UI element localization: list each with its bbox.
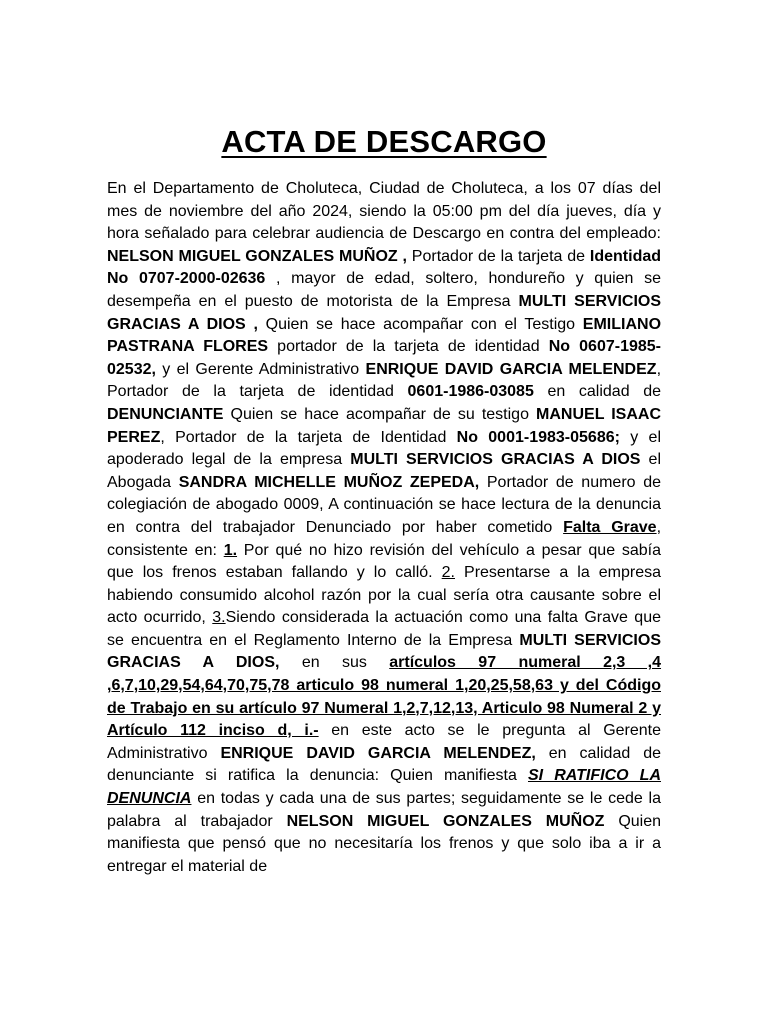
text-segment: en calidad de denunciante si ratifica la denuncia: Quien manifiesta [107,744,662,785]
text-segment: , mayor de edad, soltero, hondureño y quien se desempeña en el puesto de motorista de la Empresa [107,270,661,310]
text-segment: , Portador de la tarjeta de Identidad [160,428,457,446]
emphasized-text-segment: NELSON MIGUEL GONZALES MUÑOZ , [107,247,407,265]
text-segment: , Portador de la tarjeta de identidad [107,360,662,401]
text-segment: Siendo considerada la actuación como una falta Grave que se encuentra en el Reglamento Interno de la Empresa [107,609,662,649]
emphasized-text-segment: SANDRA MICHELLE MUÑOZ ZEPEDA, [178,473,480,491]
emphasized-text-segment: Identidad No 0707-2000-02636 [107,247,662,288]
text-segment: Por qué no hizo revisión del vehículo a pesar que sabía que los frenos estaban fallando y lo calló. [107,541,661,582]
emphasized-text-segment: ENRIQUE DAVID GARCIA MELENDEZ [365,360,657,378]
emphasized-text-segment: ENRIQUE DAVID GARCIA MELENDEZ, [220,744,536,762]
emphasized-text-segment: MULTI SERVICIOS GRACIAS A DIOS, [107,631,661,672]
text-segment: Quien se hace acompañar con el Testigo [257,315,583,333]
text-segment: en este acto se le pregunta al Gerente Administrativo [107,722,662,762]
document-title-text: ACTA DE DESCARGO [221,124,547,159]
emphasized-text-segment: EMILIANO PASTRANA FLORES [107,315,662,356]
text-segment: y el apoderado legal de la empresa [107,428,661,469]
text-segment: Portador de la tarjeta de [406,247,590,265]
emphasized-text-segment: Falta Grave [563,518,657,536]
text-segment: Quien se hace acompañar de su testigo [223,405,537,423]
text-segment: Quien manifiesta que pensó que no necesitaría los frenos y que solo iba a ir a entregar el material de [107,812,662,875]
text-segment: En el Departamento de Choluteca, Ciudad de Choluteca, a los 07 días del mes de noviembre del año 2024, siendo la 05:00 pm del día jueves, día y hora señalado para celebrar audiencia de Descargo en contra del empleado: [107,180,661,243]
text-segment: Presentarse a la empresa habiendo consumido alcohol razón por la cual sería otra causante sobre el acto ocurrido, [107,564,661,627]
emphasized-text-segment: 0601-1986-03085 [407,383,534,401]
text-segment: en sus [279,654,390,672]
emphasized-text-segment: 1. [223,541,238,559]
text-segment: el Abogada [107,451,661,491]
emphasized-text-segment: artículos 97 numeral 2,3 ,4 ,6,7,10,29,54,64,70,75,78 articulo 98 numeral 1,20,25,58,63 y del Código de Trabajo en su artículo 97 Numeral 1,2,7,12,13, Articulo 98 Numeral 2 y Artículo 112 inciso d, i.- [107,654,662,740]
text-segment: portador de la tarjeta de identidad [268,338,549,356]
text-segment: en todas y cada una de sus partes; seguidamente se le cede la palabra al trabajador [107,790,661,830]
emphasized-text-segment: 3. [212,609,226,627]
emphasized-text-segment: DENUNCIANTE [107,405,224,423]
text-segment: y el Gerente Administrativo [155,360,366,378]
document-title [0,124,768,160]
emphasized-text-segment: 2. [441,564,455,582]
emphasized-text-segment: No 0001-1983-05686; [456,428,620,446]
document-body-paragraph [107,178,661,878]
emphasized-text-segment: MANUEL ISAAC PEREZ [107,405,662,446]
emphasized-text-segment: MULTI SERVICIOS GRACIAS A DIOS , [107,292,661,333]
emphasized-text-segment: MULTI SERVICIOS GRACIAS A DIOS [350,451,641,469]
emphasized-text-segment: NELSON MIGUEL GONZALES MUÑOZ [286,812,605,830]
text-segment: en calidad de [533,383,661,401]
text-segment: Portador de numero de colegiación de abogado 0009, A continuación se hace lectura de la denuncia en contra del trabajador Denunciado por haber cometido [107,473,661,536]
emphasized-text-segment: SI RATIFICO LA DENUNCIA [107,767,661,808]
emphasized-text-segment: No 0607-1985-02532, [107,338,662,378]
text-segment: , consistente en: [107,518,662,559]
